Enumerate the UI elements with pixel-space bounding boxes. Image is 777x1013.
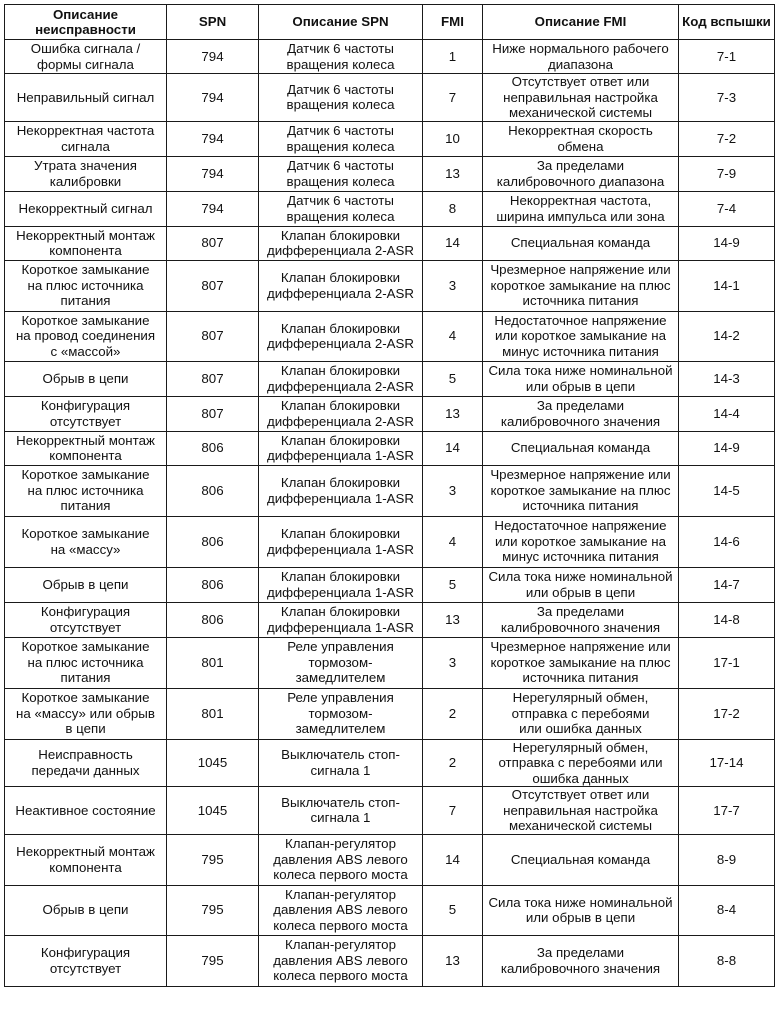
fmi-description-cell xyxy=(483,40,679,74)
fault-description-cell-text: Обрыв в цепи xyxy=(42,576,129,592)
fault-description-cell xyxy=(5,40,167,74)
spn-description-cell-text: Клапан блокировки дифференциала 2-ASR xyxy=(266,398,415,429)
fmi-description-cell xyxy=(483,361,679,396)
table-row xyxy=(5,74,775,122)
table-row xyxy=(5,567,775,602)
fault-description-cell-text: Конфигурация отсутствует xyxy=(40,398,131,429)
spn-cell xyxy=(167,567,259,602)
table-row xyxy=(5,40,775,74)
blink-code-cell xyxy=(679,688,775,739)
table-row xyxy=(5,739,775,787)
fault-description-cell xyxy=(5,431,167,465)
blink-code-cell-text: 14-9 xyxy=(713,235,740,251)
blink-code-cell xyxy=(679,226,775,260)
spn-description-cell-text: Клапан блокировки дифференциала 1-ASR xyxy=(266,526,415,557)
header-fault-description: Описание неисправности xyxy=(5,5,167,40)
fmi-description-cell xyxy=(483,567,679,602)
spn-cell-text: 794 xyxy=(201,48,224,64)
table-row xyxy=(5,516,775,567)
fmi-description-cell-text: Специальная команда xyxy=(510,851,651,867)
blink-code-cell xyxy=(679,567,775,602)
spn-description-cell-text: Датчик 6 частоты вращения колеса xyxy=(286,81,395,113)
spn-cell-text: 1045 xyxy=(197,755,228,770)
spn-cell-text: 806 xyxy=(201,482,224,498)
spn-cell-text: 794 xyxy=(201,200,224,216)
fmi-cell-text: 14 xyxy=(445,235,460,251)
spn-cell-text: 795 xyxy=(201,902,224,918)
fmi-cell-text: 3 xyxy=(448,277,457,293)
table-row xyxy=(5,465,775,516)
spn-cell-text: 1045 xyxy=(197,802,228,818)
fmi-cell xyxy=(423,74,483,122)
table-row xyxy=(5,361,775,396)
fault-description-cell xyxy=(5,739,167,787)
table-row xyxy=(5,935,775,986)
spn-description-cell-text: Выключатель стоп- сигнала 1 xyxy=(281,794,400,826)
blink-code-cell xyxy=(679,311,775,361)
blink-code-cell-text: 7-2 xyxy=(716,130,737,146)
fmi-cell xyxy=(423,311,483,361)
fault-description-cell xyxy=(5,516,167,567)
fmi-description-cell xyxy=(483,516,679,567)
fmi-description-cell-text: За пределами калибровочного значения xyxy=(500,945,661,976)
fault-description-cell-text: Утрата значения калибровки xyxy=(34,158,137,189)
fault-description-cell-text: Обрыв в цепи xyxy=(42,902,129,918)
spn-cell xyxy=(167,226,259,260)
blink-code-cell xyxy=(679,191,775,226)
spn-description-cell-text: Клапан-регулятор давления ABS левого колеса первого моста xyxy=(273,886,408,933)
spn-cell xyxy=(167,637,259,688)
spn-cell xyxy=(167,74,259,122)
fault-description-cell xyxy=(5,885,167,935)
spn-description-cell-text: Клапан-регулятор давления ABS левого колеса первого моста xyxy=(273,836,408,883)
spn-cell xyxy=(167,396,259,431)
spn-description-cell-text: Клапан блокировки дифференциала 2-ASR xyxy=(266,363,415,394)
fmi-description-cell xyxy=(483,935,679,986)
spn-description-cell-text: Реле управления тормозом- замедлителем xyxy=(287,690,394,737)
spn-cell xyxy=(167,361,259,396)
table-row xyxy=(5,191,775,226)
table-body xyxy=(5,40,775,987)
spn-description-cell xyxy=(259,787,423,835)
fault-description-cell xyxy=(5,311,167,361)
spn-cell-text: 807 xyxy=(201,405,224,421)
fmi-cell xyxy=(423,396,483,431)
fmi-cell-text: 7 xyxy=(448,89,457,105)
spn-description-cell xyxy=(259,260,423,311)
fmi-description-cell-text: Нерегулярный обмен, отправка с перебоями или ошибка данных xyxy=(511,690,650,737)
spn-description-cell xyxy=(259,40,423,74)
header-row xyxy=(5,5,775,40)
fmi-description-cell-text: Некорректная частота, ширина импульса или зона xyxy=(496,193,665,224)
fault-description-cell xyxy=(5,121,167,156)
table-row xyxy=(5,311,775,361)
fmi-cell-text: 13 xyxy=(445,611,460,627)
fmi-cell xyxy=(423,688,483,739)
fmi-description-cell xyxy=(483,396,679,431)
fault-description-cell xyxy=(5,787,167,835)
spn-description-cell xyxy=(259,156,423,191)
fault-description-cell xyxy=(5,688,167,739)
blink-code-cell xyxy=(679,637,775,688)
table-row xyxy=(5,226,775,260)
spn-description-cell xyxy=(259,935,423,986)
spn-description-cell-text: Клапан блокировки дифференциала 1-ASR xyxy=(266,432,415,463)
spn-cell-text: 801 xyxy=(201,705,224,721)
fmi-cell xyxy=(423,739,483,787)
blink-code-cell xyxy=(679,516,775,567)
fmi-description-cell xyxy=(483,602,679,637)
spn-description-cell-text: Датчик 6 частоты вращения колеса xyxy=(286,193,395,224)
spn-cell-text: 806 xyxy=(201,533,224,549)
fmi-cell-text: 7 xyxy=(448,802,457,818)
fault-description-cell xyxy=(5,191,167,226)
fmi-cell xyxy=(423,431,483,465)
fault-description-cell xyxy=(5,361,167,396)
spn-description-cell-text: Реле управления тормозом- замедлителем xyxy=(287,639,394,686)
header-spn: SPN xyxy=(167,5,259,40)
spn-cell xyxy=(167,885,259,935)
fmi-cell-text: 5 xyxy=(448,370,457,386)
fmi-cell-text: 2 xyxy=(448,705,457,721)
blink-code-cell-text: 14-2 xyxy=(713,328,740,344)
fmi-description-cell-text: Отсутствует ответ или неправильная настройка механической системы xyxy=(503,787,658,833)
table-row xyxy=(5,834,775,885)
blink-code-cell-text: 7-3 xyxy=(716,89,737,105)
blink-code-cell xyxy=(679,40,775,74)
fmi-cell xyxy=(423,602,483,637)
fault-description-cell-text: Неправильный сигнал xyxy=(16,89,155,105)
fmi-cell-text: 8 xyxy=(448,200,457,216)
fault-description-cell xyxy=(5,260,167,311)
spn-description-cell-text: Клапан блокировки дифференциала 2-ASR xyxy=(266,320,415,351)
spn-cell-text: 807 xyxy=(201,277,224,293)
fmi-description-cell-text: Сила тока ниже номинальной или обрыв в цепи xyxy=(488,894,673,925)
fault-description-cell xyxy=(5,226,167,260)
spn-description-cell-text: Клапан блокировки дифференциала 1-ASR xyxy=(266,604,415,635)
fault-description-cell xyxy=(5,74,167,122)
fmi-cell xyxy=(423,935,483,986)
blink-code-cell-text: 14-6 xyxy=(713,533,740,549)
fault-description-cell xyxy=(5,156,167,191)
spn-cell-text: 807 xyxy=(201,235,224,251)
fault-description-cell-text: Короткое замыкание на плюс источника питания xyxy=(21,262,150,309)
fault-description-cell-text: Некорректный сигнал xyxy=(18,200,153,216)
fmi-cell-text: 13 xyxy=(445,952,460,968)
fmi-description-cell-text: Чрезмерное напряжение или короткое замыкание на плюс источника питания xyxy=(490,467,671,514)
fault-description-cell-text: Конфигурация отсутствует xyxy=(40,945,131,976)
fault-description-cell-text: Короткое замыкание на плюс источника питания xyxy=(21,467,150,514)
fault-description-cell-text: Некорректная частота сигнала xyxy=(16,123,155,154)
spn-cell xyxy=(167,688,259,739)
fault-description-cell-text: Конфигурация отсутствует xyxy=(40,604,131,635)
fault-description-cell xyxy=(5,834,167,885)
fmi-cell xyxy=(423,885,483,935)
blink-code-cell-text: 14-1 xyxy=(713,277,740,293)
spn-description-cell xyxy=(259,396,423,431)
fmi-description-cell xyxy=(483,431,679,465)
fault-description-cell-text: Ошибка сигнала / формы сигнала xyxy=(30,41,141,72)
fmi-description-cell-text: Некорректная скорость обмена xyxy=(508,123,653,154)
fmi-cell-text: 14 xyxy=(445,851,460,867)
fmi-cell xyxy=(423,191,483,226)
fault-description-cell xyxy=(5,935,167,986)
blink-code-cell-text: 14-8 xyxy=(713,611,740,627)
table-row xyxy=(5,885,775,935)
fmi-cell xyxy=(423,361,483,396)
blink-code-cell xyxy=(679,121,775,156)
fmi-cell xyxy=(423,156,483,191)
blink-code-cell xyxy=(679,361,775,396)
spn-description-cell xyxy=(259,602,423,637)
spn-description-cell xyxy=(259,885,423,935)
spn-description-cell xyxy=(259,226,423,260)
spn-description-cell xyxy=(259,637,423,688)
spn-description-cell-text: Датчик 6 частоты вращения колеса xyxy=(286,158,395,189)
blink-code-cell-text: 7-4 xyxy=(716,200,737,216)
header-fmi-description: Описание FMI xyxy=(483,5,679,40)
fault-description-cell xyxy=(5,637,167,688)
spn-description-cell xyxy=(259,567,423,602)
fmi-description-cell-text: За пределами калибровочного значения xyxy=(500,604,661,635)
spn-cell-text: 794 xyxy=(201,89,224,105)
fault-description-cell-text: Обрыв в цепи xyxy=(42,370,129,386)
spn-cell xyxy=(167,465,259,516)
fmi-cell-text: 5 xyxy=(448,902,457,918)
blink-code-cell xyxy=(679,787,775,835)
blink-code-cell-text: 14-3 xyxy=(713,370,740,386)
spn-description-cell xyxy=(259,311,423,361)
fault-description-cell-text: Неисправность передачи данных xyxy=(31,747,140,778)
blink-code-cell xyxy=(679,602,775,637)
blink-code-cell xyxy=(679,739,775,787)
spn-cell xyxy=(167,516,259,567)
fmi-cell xyxy=(423,637,483,688)
fault-code-table xyxy=(4,4,775,987)
header-blink-code: Код вспышки xyxy=(679,5,775,40)
fault-description-cell-text: Некорректный монтаж компонента xyxy=(16,227,155,258)
fmi-cell-text: 13 xyxy=(445,405,460,421)
fmi-description-cell-text: Отсутствует ответ или неправильная настройка механической системы xyxy=(503,74,658,120)
spn-cell xyxy=(167,787,259,835)
blink-code-cell-text: 17-1 xyxy=(713,654,740,670)
fmi-cell xyxy=(423,567,483,602)
fmi-description-cell xyxy=(483,311,679,361)
fmi-description-cell-text: Специальная команда xyxy=(510,440,651,456)
table-row xyxy=(5,602,775,637)
blink-code-cell xyxy=(679,465,775,516)
fault-description-cell-text: Короткое замыкание на плюс источника питания xyxy=(21,639,150,686)
fmi-cell xyxy=(423,834,483,885)
spn-cell-text: 801 xyxy=(201,654,224,670)
fmi-cell-text: 3 xyxy=(448,654,457,670)
fmi-description-cell-text: За пределами калибровочного значения xyxy=(500,398,661,429)
table-row xyxy=(5,396,775,431)
fmi-cell xyxy=(423,787,483,835)
blink-code-cell-text: 14-7 xyxy=(713,576,740,592)
blink-code-cell xyxy=(679,834,775,885)
spn-cell xyxy=(167,40,259,74)
table-row xyxy=(5,637,775,688)
blink-code-cell xyxy=(679,935,775,986)
fmi-cell xyxy=(423,516,483,567)
spn-description-cell-text: Клапан блокировки дифференциала 1-ASR xyxy=(266,475,415,506)
blink-code-cell-text: 14-4 xyxy=(713,405,740,421)
spn-cell-text: 807 xyxy=(201,328,224,344)
spn-description-cell xyxy=(259,516,423,567)
table-row xyxy=(5,121,775,156)
fmi-cell-text: 14 xyxy=(445,440,460,456)
blink-code-cell xyxy=(679,396,775,431)
spn-description-cell-text: Датчик 6 частоты вращения колеса xyxy=(286,41,395,72)
spn-cell-text: 806 xyxy=(201,611,224,627)
blink-code-cell xyxy=(679,431,775,465)
table-row xyxy=(5,260,775,311)
fmi-cell-text: 1 xyxy=(448,48,457,64)
fault-description-cell-text: Некорректный монтаж компонента xyxy=(16,432,155,463)
fault-description-cell-text: Короткое замыкание на «массу» или обрыв в цепи xyxy=(16,690,155,737)
fmi-cell xyxy=(423,226,483,260)
spn-cell xyxy=(167,121,259,156)
spn-cell xyxy=(167,739,259,787)
spn-cell-text: 806 xyxy=(201,576,224,592)
spn-cell xyxy=(167,156,259,191)
spn-cell-text: 794 xyxy=(201,165,224,181)
fmi-description-cell xyxy=(483,637,679,688)
spn-description-cell xyxy=(259,121,423,156)
fmi-description-cell-text: Нерегулярный обмен, отправка с перебоями или ошибка данных xyxy=(498,739,663,786)
fmi-cell-text: 4 xyxy=(448,533,457,549)
spn-description-cell-text: Выключатель стоп- сигнала 1 xyxy=(281,747,400,778)
fmi-description-cell xyxy=(483,739,679,787)
spn-description-cell xyxy=(259,191,423,226)
spn-description-cell xyxy=(259,834,423,885)
spn-cell-text: 794 xyxy=(201,130,224,146)
spn-description-cell-text: Клапан блокировки дифференциала 1-ASR xyxy=(266,569,415,600)
spn-cell xyxy=(167,602,259,637)
spn-description-cell xyxy=(259,74,423,122)
fmi-description-cell-text: За пределами калибровочного диапазона xyxy=(496,158,665,189)
fmi-cell-text: 3 xyxy=(448,482,457,498)
spn-cell xyxy=(167,834,259,885)
spn-description-cell-text: Клапан-регулятор давления ABS левого колеса первого моста xyxy=(273,937,408,984)
fmi-cell-text: 13 xyxy=(445,165,460,181)
fmi-description-cell xyxy=(483,156,679,191)
fmi-description-cell xyxy=(483,121,679,156)
blink-code-cell-text: 8-8 xyxy=(716,952,737,968)
fmi-description-cell xyxy=(483,74,679,122)
blink-code-cell-text: 14-9 xyxy=(713,440,740,456)
blink-code-cell-text: 17-7 xyxy=(713,802,740,818)
header-spn-description: Описание SPN xyxy=(259,5,423,40)
fault-description-cell xyxy=(5,396,167,431)
spn-cell xyxy=(167,431,259,465)
fault-description-cell-text: Короткое замыкание на провод соединения с «массой» xyxy=(15,312,156,359)
blink-code-cell-text: 8-4 xyxy=(716,902,737,918)
fmi-description-cell xyxy=(483,260,679,311)
blink-code-cell-text: 17-2 xyxy=(713,705,740,721)
fmi-description-cell xyxy=(483,465,679,516)
fmi-cell-text: 10 xyxy=(445,130,460,146)
fault-description-cell xyxy=(5,567,167,602)
fmi-description-cell-text: Сила тока ниже номинальной или обрыв в цепи xyxy=(488,363,673,394)
spn-cell-text: 807 xyxy=(201,370,224,386)
spn-description-cell xyxy=(259,361,423,396)
fmi-description-cell-text: Сила тока ниже номинальной или обрыв в цепи xyxy=(488,569,673,600)
spn-cell-text: 806 xyxy=(201,440,224,456)
fmi-description-cell xyxy=(483,787,679,835)
fmi-cell-text: 4 xyxy=(448,328,457,344)
fault-description-cell xyxy=(5,465,167,516)
blink-code-cell xyxy=(679,260,775,311)
fmi-description-cell-text: Ниже нормального рабочего диапазона xyxy=(492,41,669,72)
fault-description-cell-text: Короткое замыкание на «массу» xyxy=(21,526,150,557)
spn-cell-text: 795 xyxy=(201,952,224,968)
spn-cell xyxy=(167,260,259,311)
blink-code-cell-text: 7-1 xyxy=(716,48,737,64)
blink-code-cell-text: 7-9 xyxy=(716,165,737,181)
blink-code-cell xyxy=(679,74,775,122)
fmi-description-cell-text: Специальная команда xyxy=(510,235,651,251)
fmi-description-cell-text: Чрезмерное напряжение или короткое замыкание на плюс источника питания xyxy=(490,262,671,309)
table-row xyxy=(5,688,775,739)
spn-description-cell xyxy=(259,465,423,516)
fmi-cell-text: 2 xyxy=(448,755,457,770)
spn-description-cell xyxy=(259,431,423,465)
table-row xyxy=(5,787,775,835)
fmi-description-cell xyxy=(483,688,679,739)
spn-cell xyxy=(167,191,259,226)
table-row xyxy=(5,156,775,191)
fmi-description-cell xyxy=(483,885,679,935)
fmi-description-cell-text: Недостаточное напряжение или короткое замыкание на минус источника питания xyxy=(494,312,667,359)
fmi-cell xyxy=(423,40,483,74)
fmi-cell xyxy=(423,121,483,156)
spn-cell xyxy=(167,935,259,986)
spn-cell xyxy=(167,311,259,361)
fmi-description-cell xyxy=(483,191,679,226)
blink-code-cell xyxy=(679,885,775,935)
table-row xyxy=(5,431,775,465)
spn-description-cell-text: Клапан блокировки дифференциала 2-ASR xyxy=(266,227,415,258)
spn-description-cell-text: Клапан блокировки дифференциала 2-ASR xyxy=(266,270,415,301)
fault-description-cell-text: Неактивное состояние xyxy=(15,802,156,818)
fault-description-cell-text: Некорректный монтаж компонента xyxy=(16,844,155,875)
fmi-description-cell xyxy=(483,834,679,885)
spn-cell-text: 795 xyxy=(201,851,224,867)
fmi-cell xyxy=(423,465,483,516)
blink-code-cell xyxy=(679,156,775,191)
fmi-description-cell-text: Чрезмерное напряжение или короткое замыкание на плюс источника питания xyxy=(490,639,671,686)
fmi-cell-text: 5 xyxy=(448,576,457,592)
fmi-cell xyxy=(423,260,483,311)
fmi-description-cell xyxy=(483,226,679,260)
fmi-description-cell-text: Недостаточное напряжение или короткое замыкание на минус источника питания xyxy=(494,518,667,565)
spn-description-cell xyxy=(259,688,423,739)
spn-description-cell-text: Датчик 6 частоты вращения колеса xyxy=(286,123,395,154)
blink-code-cell-text: 8-9 xyxy=(716,851,737,867)
blink-code-cell-text: 14-5 xyxy=(713,482,740,498)
blink-code-cell-text: 17-14 xyxy=(709,755,744,770)
header-fmi: FMI xyxy=(423,5,483,40)
spn-description-cell xyxy=(259,739,423,787)
fault-description-cell xyxy=(5,602,167,637)
